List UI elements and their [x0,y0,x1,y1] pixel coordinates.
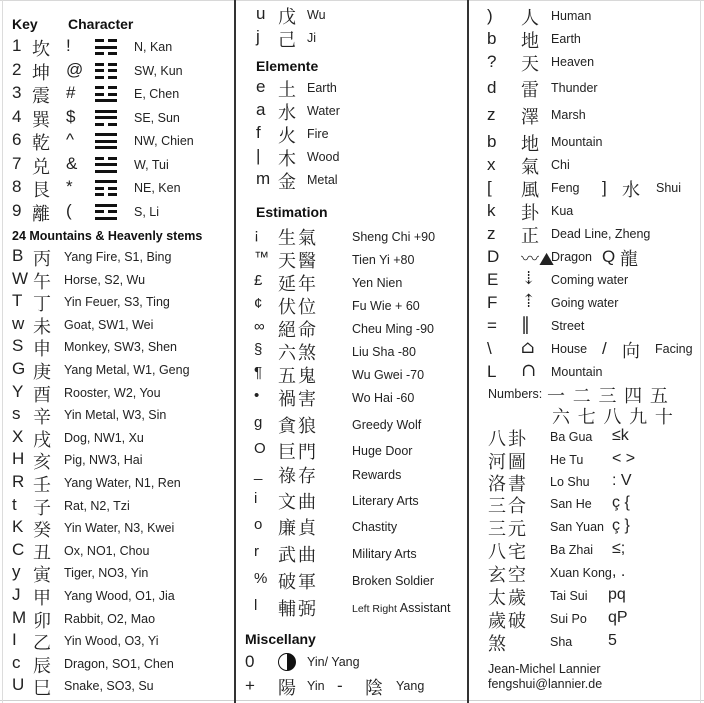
trigram-label: N, Kan [134,40,173,54]
trigram-char: ! [66,36,71,55]
miscellany-title: Miscellany [245,631,316,647]
school-code: ç } [612,517,630,534]
trigram-char: * [66,177,73,196]
estimation-label: Cheu Ming -90 [352,322,434,336]
mountain-key: s [12,404,21,424]
mountain-label: Yang Fire, S1, Bing [64,250,172,264]
symbol-key: d [487,78,497,97]
symbol-label: Coming water [551,273,629,287]
trigram-han: 坎 [32,39,50,60]
element-han: 土 [278,80,296,101]
school-label: San He [550,497,592,511]
trigram-char: # [66,83,76,102]
mountain-label: Yang Metal, W1, Geng [64,363,190,377]
school-label: Sui Po [550,612,587,626]
mountain-key: j [256,27,260,46]
mountain-han: 巳 [33,678,51,700]
school-label: Ba Zhai [550,543,594,557]
school-label: Sha [550,635,573,649]
element-label: Earth [307,81,337,95]
mountain-han: 酉 [33,384,51,406]
trigram-key: 7 [12,153,22,173]
trigram-label: E, Chen [134,87,180,101]
estimation-key: • [254,387,260,404]
trigram-char: & [66,153,78,173]
estimation-han: 武曲 [278,545,318,566]
school-code: pq [608,586,626,603]
trigram-label: S, Li [134,204,160,219]
symbol-han: 地 [521,134,539,155]
estimation-han: 六煞 [278,343,318,364]
estimation-han: 延年 [278,274,318,295]
mountain-han: 壬 [33,475,51,496]
estimation-label: Liu Sha -80 [352,345,416,359]
mountain-han: 丙 [33,249,51,270]
element-label: Fire [307,127,329,141]
symbol-key-2: Q [602,247,616,266]
symbol-label: Earth [551,32,581,46]
estimation-label: Military Arts [352,547,417,561]
column-elements-estimation [236,0,467,703]
symbol-label: House [551,342,588,356]
numbers-label: Numbers: [488,387,543,401]
school-code: ≤k [612,427,629,444]
estimation-label: Chastity [352,520,398,534]
mountain-key: W [12,268,29,288]
yang-label: Yang [396,679,425,693]
mountain-label: Monkey, SW3, Shen [64,340,178,355]
yang-han: 陽 [278,678,296,699]
symbol-key: z [487,224,496,243]
estimation-han: 五鬼 [278,366,318,387]
symbol-han: 卦 [521,203,539,224]
mountain-label: Yang Wood, O1, Jia [64,589,175,603]
trigram-label: SW, Kun [134,63,183,78]
trigram-key: 2 [12,59,22,79]
estimation-key: % [254,570,268,587]
estimation-label-main: Assistant [399,601,451,615]
school-label: Ba Gua [550,430,593,444]
estimation-han: 破軍 [278,572,318,593]
estimation-han: 巨門 [278,442,318,463]
author-name: Jean-Michel Lannier [488,662,601,676]
symbol-key: L [487,362,497,381]
symbol-label: Human [551,9,592,23]
school-han: 太歲 [488,588,528,609]
yin-yang-icon [278,653,296,671]
school-label: He Tu [550,453,584,467]
symbol-label: Heaven [551,55,595,69]
symbol-han: 雷 [521,80,539,101]
trigram-label: NE, Ken [134,181,181,195]
mountain-han: 庚 [33,362,51,383]
school-label: Tai Sui [550,589,588,603]
trigram-label: W, Tui [134,157,169,172]
mountain-label: Ji [307,31,317,45]
mountain-label: Dragon, SO1, Chen [64,656,174,671]
mountain-han: 戌 [33,429,51,451]
estimation-label: Literary Arts [352,494,419,508]
school-han: 洛書 [488,474,528,495]
symbol-han-2: 向 [622,341,640,362]
column-trigrams-mountains [0,0,234,703]
mountain-key: U [12,675,25,695]
symbol-han: 風 [521,180,539,201]
symbol-han: ⇡ [521,291,537,312]
estimation-han: 禍害 [278,389,318,410]
estimation-key: ¶ [254,364,263,381]
mountain-han: 寅 [33,565,51,587]
symbol-han-2: 龍 [620,249,638,270]
symbol-key: z [487,105,496,124]
minus-key: - [337,676,343,695]
element-key: e [256,77,266,96]
mountain-label: Tiger, NO3, Yin [64,566,149,581]
symbol-han: ‖ [521,314,530,335]
mountain-han: 甲 [33,588,51,609]
symbol-label: Thunder [551,81,598,95]
school-han: 三合 [488,496,528,517]
yinyang-label: Yin/ Yang [307,655,360,669]
symbol-han: ⇣ [521,268,537,289]
estimation-key: ™ [254,249,269,266]
estimation-key: o [254,516,263,533]
element-han: 水 [278,103,296,124]
trigram-icon [95,39,117,55]
element-label: Metal [307,173,338,187]
school-han: 八卦 [488,429,528,450]
symbol-label: Feng [551,181,580,195]
symbol-key: ? [487,52,497,71]
symbol-label: Mountain [551,365,603,379]
symbol-key: b [487,29,497,48]
estimation-label: Sheng Chi +90 [352,230,436,244]
school-han: 河圖 [488,452,528,473]
estimation-key: § [254,341,263,358]
mountain-label: Yin Feuer, S3, Ting [64,295,170,310]
symbol-key: b [487,132,497,151]
mountain-han: 辰 [33,655,51,677]
estimation-key: r [254,543,259,560]
mountain-label: Rooster, W2, You [64,385,161,400]
mountain-label: Rat, N2, Tzi [64,498,130,513]
trigram-label: NW, Chien [134,134,194,148]
element-key: | [256,146,261,165]
mountain-han: 亥 [33,452,51,474]
trigram-char: $ [66,106,76,126]
trigram-key: 4 [12,106,22,126]
estimation-key: £ [254,272,263,289]
mountain-key: t [12,494,17,514]
symbol-label: Kua [551,204,574,218]
estimation-label: Tien Yi +80 [352,253,415,267]
estimation-han: 輔弼 [278,599,318,620]
element-han: 木 [278,149,296,170]
school-han: 煞 [488,634,508,655]
trigram-key: 9 [12,200,22,220]
mountain-key: T [12,291,23,311]
estimation-han: 祿存 [278,466,318,487]
estimation-title: Estimation [256,204,328,220]
mountain-key: I [12,630,17,650]
school-code: , . [612,563,626,580]
estimation-han: 伏位 [278,297,318,318]
column-symbols [469,0,702,703]
mountain-han: 未 [33,316,51,338]
trigram-icon [95,63,117,79]
school-code: ç { [612,494,630,511]
mountain-label: Wu [307,8,326,22]
estimation-key: i [254,490,258,507]
mountain-han: 乙 [33,633,51,655]
mountain-han: 子 [33,497,51,519]
estimation-key: ¡ [254,226,259,243]
numbers-row-1: 一 二 三 四 五 [547,386,669,407]
mountain-han: 丁 [33,294,51,316]
element-key: m [256,169,271,188]
mountain-key: Y [12,381,24,401]
symbol-label: Chi [551,158,570,172]
symbol-key: [ [487,178,492,197]
trigram-icon [95,133,117,149]
estimation-key: ¢ [254,295,263,312]
mountain-label: Yin Metal, W3, Sin [64,408,167,423]
school-code: < > [612,450,636,467]
yin-han: 陰 [365,678,383,699]
trigram-char: ( [66,200,72,220]
estimation-label: Wo Hai -60 [352,391,415,405]
trigram-icon [95,86,117,102]
estimation-label: Greedy Wolf [352,418,422,432]
trigram-icon [95,180,117,196]
school-code: 5 [608,632,617,649]
symbol-key: D [487,247,500,266]
symbol-label: Marsh [551,108,586,122]
mountain-label: Ox, NO1, Chou [64,543,150,558]
numbers-row-2: 六 七 八 九 十 [552,407,674,428]
school-code: ≤; [612,540,626,557]
symbol-key: x [487,155,496,174]
estimation-key: l [254,597,258,614]
mountain-key: K [12,517,24,537]
header-character: Character [68,16,134,32]
trigram-han: 乾 [32,133,50,154]
symbol-key-2: ] [602,178,607,197]
symbol-han: 氣 [521,157,539,178]
element-label: Wood [307,150,340,164]
estimation-label: Rewards [352,468,402,482]
author-email: fengshui@lannier.de [488,677,603,691]
element-key: f [256,123,261,142]
estimation-label: Huge Door [352,444,413,458]
mountain-key: C [12,539,25,559]
symbol-han: 地 [521,31,539,52]
mountain-han: 丑 [33,542,51,564]
school-han: 三元 [488,519,528,540]
element-label: Water [307,104,340,118]
school-label: Lo Shu [550,475,590,489]
estimation-han: 廉貞 [278,518,318,539]
mountain-han: 辛 [33,407,51,429]
symbol-key: F [487,293,498,312]
mountain-label: Horse, S2, Wu [64,272,146,287]
mountain-key: S [12,336,24,356]
symbol-han: 人 [521,8,539,29]
mountain-key: X [12,426,24,446]
symbol-key-2: / [602,339,607,358]
mountain-han: 己 [278,30,296,51]
symbol-han: 天 [521,54,539,75]
symbol-key: ) [487,6,493,25]
trigram-han: 坤 [32,62,50,84]
yin-label: Yin [307,679,325,693]
mountain-han: 申 [33,339,51,361]
mountain-key: y [12,562,21,582]
estimation-han: 文曲 [278,492,318,513]
estimation-key: O [254,440,266,457]
trigram-icon [95,204,117,220]
mountain-label: Yin Water, N3, Kwei [64,521,175,536]
element-han: 火 [278,126,296,147]
estimation-han: 貪狼 [278,416,318,437]
school-label: Xuan Kong [550,566,612,580]
mountain-key: H [12,449,25,469]
trigram-han: 離 [32,203,50,225]
mountain-label: Snake, SO3, Su [64,679,154,694]
trigram-icon [95,110,117,126]
school-han: 玄空 [488,565,528,586]
trigram-key: 8 [12,177,22,196]
estimation-label: Yen Nien [352,276,403,290]
symbol-key: = [487,316,497,335]
school-han: 八宅 [488,542,528,563]
yinyang-key: 0 [245,652,255,671]
symbol-key: k [487,201,496,220]
mountain-key: G [12,359,26,378]
mountain-label: Goat, SW1, Wei [64,317,154,332]
symbol-han: 正 [521,226,539,247]
symbol-han-2: 水 [622,180,640,201]
estimation-han: 絕命 [278,320,318,341]
estimation-label: Wu Gwei -70 [352,368,425,382]
plus-key: + [245,676,255,695]
mountain-key: u [256,4,266,23]
mountain-han: 癸 [33,520,51,542]
school-code: qP [608,609,628,626]
mountain-key: R [12,472,25,491]
estimation-han: 生氣 [278,228,318,249]
mountain-key: J [12,585,21,604]
symbol-han: 澤 [521,107,539,128]
symbol-label: Going water [551,296,619,310]
mountain-han: 午 [33,271,51,293]
estimation-key: g [254,414,263,431]
estimation-key: ∞ [254,318,265,335]
trigram-key: 3 [12,83,22,102]
symbol-key: \ [487,339,492,358]
trigram-char: ^ [66,130,74,149]
element-key: a [256,100,266,119]
school-code: : V [612,472,632,489]
trigram-han: 艮 [32,180,50,201]
school-han: 歲破 [488,611,528,632]
trigram-key: 6 [12,130,22,149]
mountain-label: Dog, NW1, Xu [64,430,144,445]
element-han: 金 [278,172,296,193]
elements-title: Elemente [256,58,319,74]
symbol-han: 〰⛰ [521,249,555,270]
symbol-label: Street [551,319,585,333]
mountain-label: Rabbit, O2, Mao [64,611,156,626]
school-label: San Yuan [550,520,604,534]
mountain-key: B [12,246,24,265]
trigram-han: 震 [32,86,50,107]
mountain-key: M [12,607,27,627]
estimation-han: 天醫 [278,251,318,272]
estimation-key: _ [254,464,263,481]
trigram-label: SE, Sun [134,110,180,125]
trigram-icon [95,157,117,173]
symbol-key: E [487,270,499,289]
symbol-label-2: Shui [656,181,682,195]
mountains-title: 24 Mountains & Heavenly stems [12,229,203,243]
mountain-label: Pig, NW3, Hai [64,453,143,468]
symbol-han: ⌂ [521,337,535,358]
estimation-label: Broken Soldier [352,574,434,588]
estimation-label: Fu Wie + 60 [352,299,420,313]
symbol-han: ∩ [521,360,537,381]
trigram-han: 兑 [32,156,50,178]
estimation-label-small: Left Right [352,603,397,615]
estimation-label [352,601,450,615]
symbol-label: Dragon [551,250,592,264]
mountain-key: w [12,313,25,333]
trigram-key: 1 [12,36,22,55]
mountain-label: Yin Wood, O3, Yi [64,634,159,649]
symbol-label: Mountain [551,135,603,149]
symbol-label-2: Facing [655,342,693,356]
mountain-han: 卯 [33,610,51,632]
header-key: Key [12,16,38,32]
mountain-label: Yang Water, N1, Ren [64,476,181,490]
trigram-char: @ [66,59,84,79]
mountain-key: c [12,652,21,672]
symbol-label: Dead Line, Zheng [551,227,651,241]
mountain-han: 戊 [278,7,296,28]
trigram-han: 巽 [32,109,50,131]
